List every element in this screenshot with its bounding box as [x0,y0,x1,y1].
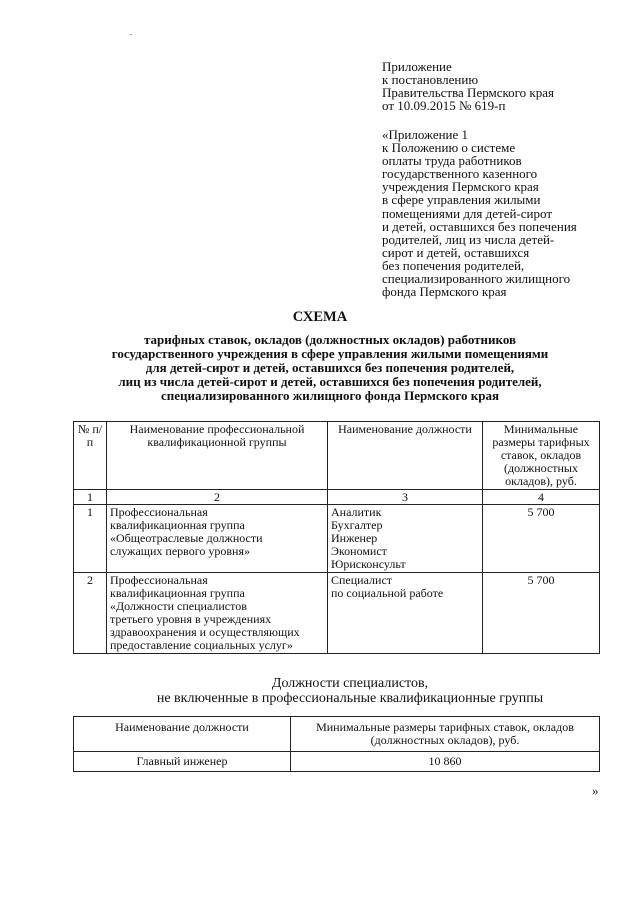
appendix-inner-line: государственного казенного [382,166,538,182]
subtitle-line: тарифных ставок, окладов (должностных окладов) работников [143,332,517,347]
header-cell-salary: Минимальные размеры тарифных ставок, окладов (должностных окладов), руб. [483,422,600,490]
position-salary: 10 860 [291,752,600,772]
appendix-inner-line: оплаты труда работников [382,153,522,169]
group-line: «Общеотраслевые должности [110,531,263,545]
group-line: служащих первого уровня» [110,544,250,558]
header-cell-min-salary: Минимальные размеры тарифных ставок, окладов (должностных окладов), руб. [291,717,600,752]
appendix-header [382,60,554,112]
row-group [107,505,328,573]
appendix-inner-line: в сфере управления жилыми [382,192,541,208]
document-title: СХЕМА [292,309,348,325]
appendix-line: Правительства Пермского края [382,85,554,100]
appendix-inner-line: учреждения Пермского края [382,179,539,195]
position-item: Специалист [331,573,393,587]
index-cell: 3 [328,490,483,505]
document-subtitle [60,333,600,403]
position-item: Юрисконсульт [331,557,406,571]
position-item: Экономист [331,544,387,558]
group-line: третьего уровня в учреждениях [110,612,272,626]
position-name: Главный инженер [74,752,291,772]
appendix-inner-line: к Положению о системе [382,140,516,156]
row-positions [328,505,483,573]
appendix-inner-line: и детей, оставшихся без попечения [382,218,577,234]
section-title [0,676,640,706]
row-number: 2 [74,573,107,654]
table-row [74,752,600,772]
appendix-line: Приложение [382,59,452,74]
table-index-row [74,490,600,505]
subtitle-line: лиц из числа детей-сирот и детей, оставшихся без попечения родителей, [118,374,542,389]
row-salary: 5 700 [483,505,600,573]
group-line: здравоохранения и осуществляющих [110,625,300,639]
appendix-line: к постановлению [382,72,479,87]
subtitle-line: государственного учреждения в сфере управления жилыми помещениями [111,346,549,361]
appendix-inner-line: фонда Пермского края [382,284,507,300]
table-row [74,505,600,573]
row-number: 1 [74,505,107,573]
header-cell-position-name: Наименование должности [74,717,291,752]
table-row [74,573,600,654]
appendix-line: от 10.09.2015 № 619-п [382,98,506,113]
scan-speck [130,34,132,35]
position-item: Аналитик [331,505,382,519]
section-title-line: Должности специалистов, [271,676,429,691]
appendix-inner [382,128,577,298]
salary-scheme-table [73,421,600,654]
index-cell: 1 [74,490,107,505]
closing-quote: » [592,783,599,798]
appendix-inner-line: «Приложение 1 [382,127,469,142]
specialists-table [73,716,600,772]
group-line: Профессиональная [110,505,208,519]
group-line: Профессиональная [110,573,208,587]
position-item: по социальной работе [331,586,444,600]
row-positions [328,573,483,654]
header-cell-number: № п/п [74,422,107,490]
table-header-row [74,717,600,752]
section-title-line: не включенные в профессиональные квалификационные группы [156,691,544,706]
table-header-row [74,422,600,490]
index-cell: 4 [483,490,600,505]
row-group [107,573,328,654]
group-line: квалификационная группа [110,586,245,600]
appendix-inner-line: сирот и детей, оставшихся [382,244,530,260]
index-cell: 2 [107,490,328,505]
appendix-inner-line: специализированного жилищного [382,271,571,287]
position-item: Бухгалтер [331,518,383,532]
appendix-inner-line: помещениями для детей-сирот [382,205,553,221]
appendix-inner-line: без попечения родителей, [382,257,525,273]
header-cell-position: Наименование должности [328,422,483,490]
appendix-inner-line: родителей, лиц из числа детей- [382,231,555,247]
subtitle-line: специализированного жилищного фонда Пермского края [160,388,500,403]
group-line: «Должности специалистов [110,599,247,613]
header-cell-group: Наименование профессиональной квалификационной группы [107,422,328,490]
position-item: Инженер [331,531,378,545]
row-salary: 5 700 [483,573,600,654]
group-line: предоставление социальных услуг» [110,638,293,652]
group-line: квалификационная группа [110,518,245,532]
subtitle-line: для детей-сирот и детей, оставшихся без попечения родителей, [145,360,515,375]
